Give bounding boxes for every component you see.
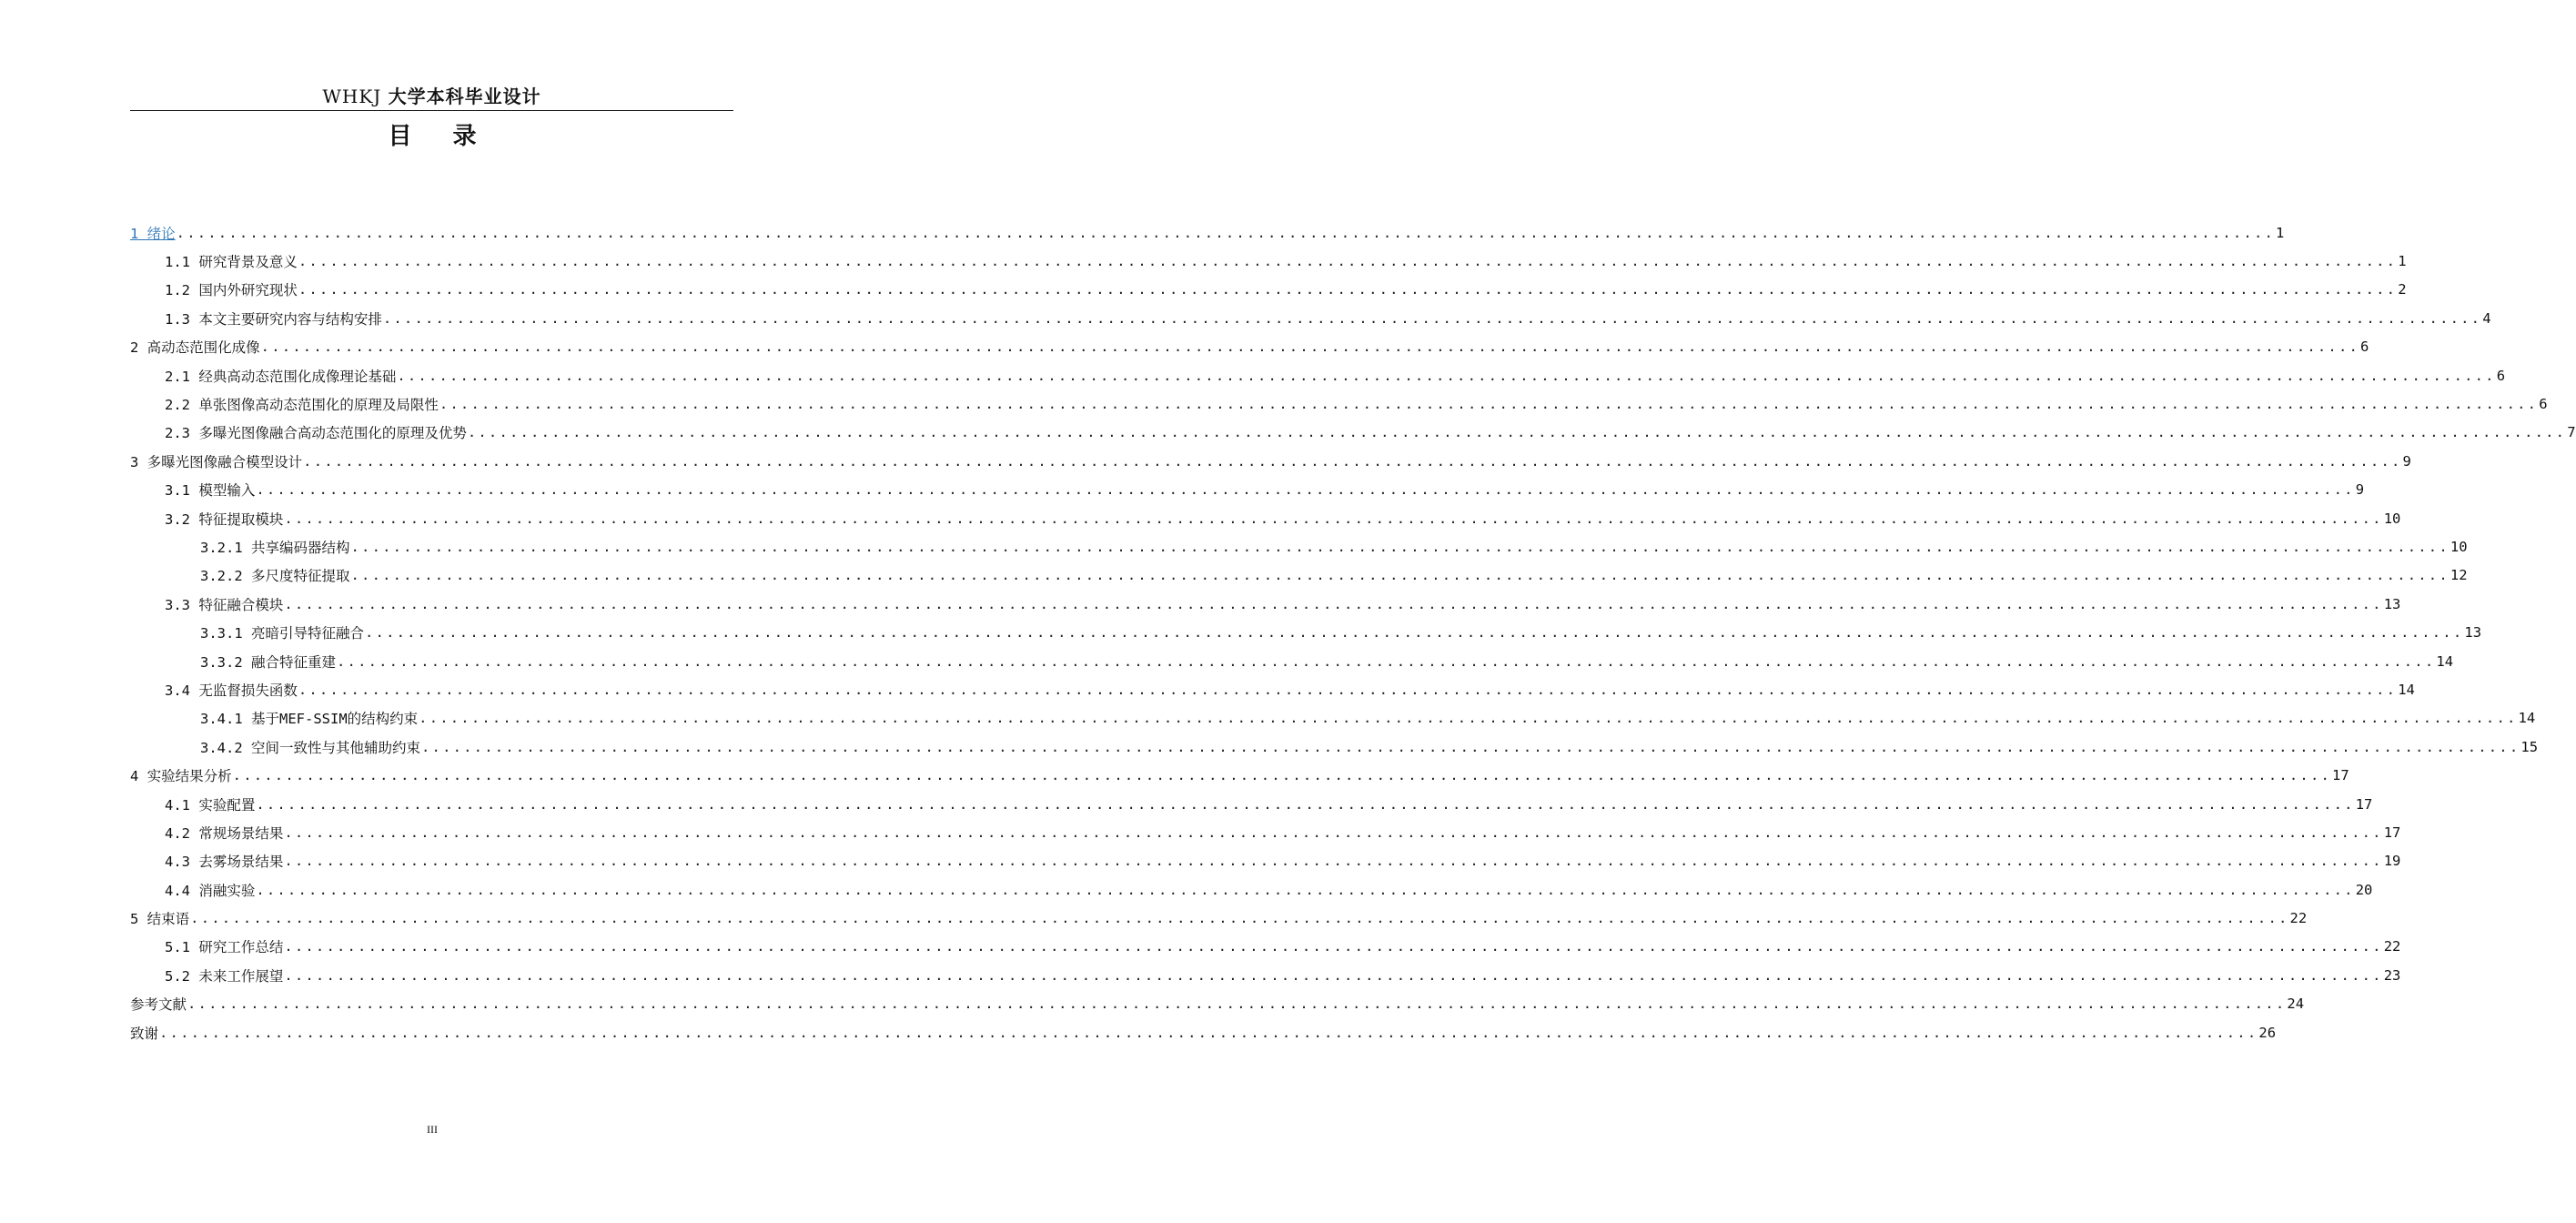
- toc-entry-page: 14: [2518, 710, 2536, 727]
- toc-dot-leader: ........................................................................................................................................................................................................: [187, 996, 2287, 1013]
- toc-entry-label[interactable]: 1.2 国内外研究现状: [165, 282, 298, 299]
- toc-dot-leader: ........................................................................................................................................................................................................: [284, 510, 2383, 527]
- toc-entry-page: 15: [2520, 738, 2539, 755]
- toc-dot-leader: ........................................................................................................................................................................................................: [284, 938, 2383, 955]
- toc-entry-label[interactable]: 4.4 消融实验: [165, 882, 256, 899]
- toc-entry-page: 7: [2567, 424, 2576, 441]
- toc-dot-leader: ........................................................................................................................................................................................................: [350, 567, 2450, 584]
- toc-dot-leader: ........................................................................................................................................................................................................: [190, 910, 2289, 927]
- toc-dot-leader: ........................................................................................................................................................................................................: [260, 339, 2360, 356]
- toc-entry-label[interactable]: 4.1 实验配置: [165, 796, 256, 814]
- toc-entry[interactable]: [130, 904, 2308, 932]
- toc-entry-page: 6: [2496, 367, 2506, 384]
- toc-entry-label[interactable]: 3.4.1 基于MEF-SSIM的结构约束: [200, 711, 419, 728]
- toc-entry-label[interactable]: 2 高动态范围化成像: [130, 339, 260, 357]
- toc-entry-label[interactable]: 2.2 单张图像高动态范围化的原理及局限性: [165, 397, 439, 414]
- toc-entry-label[interactable]: 参考文献: [130, 996, 187, 1014]
- toc-dot-leader: ........................................................................................................................................................................................................: [298, 253, 2398, 270]
- toc-entry-page: 26: [2258, 1024, 2277, 1041]
- toc-entry-label[interactable]: 5.1 研究工作总结: [165, 939, 284, 956]
- toc-entry[interactable]: [130, 961, 2401, 989]
- toc-entry-page: 10: [2383, 510, 2401, 527]
- toc-entry-page: 1: [2276, 224, 2285, 241]
- toc-dot-leader: ........................................................................................................................................................................................................: [382, 309, 2482, 327]
- toc-entry-label[interactable]: 4.2 常规场景结果: [165, 824, 284, 842]
- toc-entry-page: 24: [2287, 996, 2305, 1013]
- toc-entry-label[interactable]: 3.2 特征提取模块: [165, 510, 284, 528]
- toc-entry-label[interactable]: 3.2.1 共享编码器结构: [200, 539, 350, 556]
- toc-dot-leader: ........................................................................................................................................................................................................: [397, 367, 2496, 384]
- toc-entry-page: 22: [2383, 938, 2401, 955]
- toc-entry-page: 23: [2383, 966, 2401, 984]
- toc-dot-leader: ........................................................................................................................................................................................................: [337, 652, 2436, 670]
- toc-dot-leader: ........................................................................................................................................................................................................: [467, 424, 2567, 441]
- header-divider: [130, 110, 733, 111]
- toc-entry[interactable]: [130, 618, 2482, 646]
- toc-entry-label[interactable]: 3 多曝光图像融合模型设计: [130, 453, 303, 470]
- toc-entry-label[interactable]: 3.1 模型输入: [165, 482, 256, 500]
- toc-entry-page: 4: [2482, 309, 2491, 327]
- toc-entry-page: 2: [2398, 281, 2407, 298]
- toc-entry-page: 9: [2402, 452, 2411, 470]
- toc-entry-label[interactable]: 1 绪论: [130, 225, 176, 242]
- toc-entry[interactable]: [130, 447, 2411, 475]
- toc-entry[interactable]: [130, 476, 2365, 504]
- page-header: [130, 84, 733, 109]
- toc-entry-page: 12: [2450, 567, 2468, 584]
- toc-dot-leader: ........................................................................................................................................................................................................: [159, 1024, 2258, 1041]
- toc-dot-leader: ........................................................................................................................................................................................................: [421, 738, 2520, 755]
- toc-entry-page: 9: [2355, 481, 2365, 499]
- toc-entry-page: 13: [2464, 624, 2482, 642]
- toc-entry[interactable]: [130, 1018, 2277, 1046]
- toc-entry[interactable]: [130, 647, 2454, 675]
- toc-entry[interactable]: [130, 590, 2401, 618]
- toc-entry-page: 20: [2355, 881, 2373, 898]
- toc-entry[interactable]: [130, 419, 2576, 447]
- toc-dot-leader: ........................................................................................................................................................................................................: [232, 767, 2332, 784]
- toc-entry-label[interactable]: 3.3.1 亮暗引导特征融合: [200, 625, 364, 642]
- toc-dot-leader: ........................................................................................................................................................................................................: [365, 624, 2464, 642]
- toc-entry-page: 6: [2360, 339, 2369, 356]
- toc-dot-leader: ........................................................................................................................................................................................................: [298, 681, 2398, 698]
- toc-dot-leader: ........................................................................................................................................................................................................: [419, 710, 2518, 727]
- toc-entry[interactable]: [130, 389, 2548, 418]
- toc-entry[interactable]: [130, 875, 2373, 904]
- toc-entry-label[interactable]: 3.2.2 多尺度特征提取: [200, 568, 350, 585]
- toc-entry[interactable]: [130, 990, 2305, 1018]
- toc-entry-page: 22: [2289, 910, 2308, 927]
- toc-dot-leader: ........................................................................................................................................................................................................: [256, 881, 2355, 898]
- toc-entry[interactable]: [130, 276, 2407, 304]
- toc-entry-label[interactable]: 5.2 未来工作展望: [165, 967, 284, 985]
- toc-dot-leader: ........................................................................................................................................................................................................: [350, 538, 2450, 555]
- toc-entry[interactable]: [130, 847, 2401, 875]
- toc-dot-leader: ........................................................................................................................................................................................................: [284, 966, 2383, 984]
- toc-entry-page: 17: [2355, 795, 2373, 813]
- toc-dot-leader: ........................................................................................................................................................................................................: [256, 481, 2355, 499]
- toc-entry-label[interactable]: 1.1 研究背景及意义: [165, 254, 298, 271]
- header-latin: WHKJ: [322, 86, 382, 107]
- toc-entry[interactable]: [130, 333, 2369, 361]
- toc-entry[interactable]: [130, 361, 2506, 389]
- toc-dot-leader: ........................................................................................................................................................................................................: [298, 281, 2398, 298]
- toc-dot-leader: ........................................................................................................................................................................................................: [284, 824, 2383, 841]
- toc-entry[interactable]: [130, 218, 2285, 247]
- page-number: III: [427, 1123, 438, 1136]
- toc-entry[interactable]: [130, 304, 2491, 332]
- toc-entry-label[interactable]: 3.4 无监督损失函数: [165, 682, 298, 699]
- toc-entry-label[interactable]: 3.3.2 融合特征重建: [200, 653, 336, 671]
- toc-entry[interactable]: [130, 675, 2415, 703]
- toc-dot-leader: ........................................................................................................................................................................................................: [284, 595, 2383, 612]
- toc-entry-label[interactable]: 4 实验结果分析: [130, 768, 232, 785]
- toc-entry-page: 1: [2398, 253, 2407, 270]
- toc-entry-page: 14: [2398, 681, 2415, 698]
- toc-entry-label[interactable]: 2.1 经典高动态范围化成像理论基础: [165, 368, 397, 385]
- header-university-title: 大学本科毕业设计: [388, 86, 541, 107]
- toc-entry-page: 17: [2332, 767, 2349, 784]
- toc-entry[interactable]: [130, 532, 2468, 561]
- toc-entry-page: 6: [2539, 396, 2548, 413]
- toc-entry[interactable]: [130, 504, 2401, 532]
- toc-title: 目 录: [388, 123, 493, 150]
- toc-entry[interactable]: [130, 790, 2373, 818]
- toc-entry-label[interactable]: 3.4.2 空间一致性与其他辅助约束: [200, 739, 420, 756]
- toc-entry-label[interactable]: 3.3 特征融合模块: [165, 596, 284, 613]
- toc-entry-label[interactable]: 2.3 多曝光图像融合高动态范围化的原理及优势: [165, 425, 467, 442]
- toc-entry-page: 13: [2383, 595, 2401, 612]
- toc-dot-leader: ........................................................................................................................................................................................................: [303, 452, 2402, 470]
- toc-entry-label[interactable]: 5 结束语: [130, 911, 190, 928]
- toc-dot-leader: ........................................................................................................................................................................................................: [176, 224, 2276, 241]
- toc-entry-page: 10: [2450, 538, 2468, 555]
- toc-entry-page: 17: [2383, 824, 2401, 841]
- toc-entry-label[interactable]: 1.3 本文主要研究内容与结构安排: [165, 310, 382, 328]
- toc-entry[interactable]: [130, 561, 2468, 590]
- toc-entry-label[interactable]: 致谢: [130, 1025, 159, 1042]
- toc-entry[interactable]: [130, 818, 2401, 846]
- toc-entry[interactable]: [130, 933, 2401, 961]
- toc-entry[interactable]: [130, 704, 2536, 733]
- toc-entry[interactable]: [130, 761, 2349, 789]
- toc-dot-leader: ........................................................................................................................................................................................................: [284, 853, 2383, 870]
- table-of-contents: [130, 218, 2576, 1046]
- toc-entry-label[interactable]: 4.3 去雾场景结果: [165, 854, 284, 871]
- toc-entry-page: 19: [2383, 853, 2401, 870]
- toc-entry-page: 14: [2436, 652, 2454, 670]
- toc-entry[interactable]: [130, 733, 2539, 761]
- toc-entry[interactable]: [130, 247, 2407, 275]
- toc-dot-leader: ........................................................................................................................................................................................................: [439, 396, 2539, 413]
- toc-dot-leader: ........................................................................................................................................................................................................: [256, 795, 2355, 813]
